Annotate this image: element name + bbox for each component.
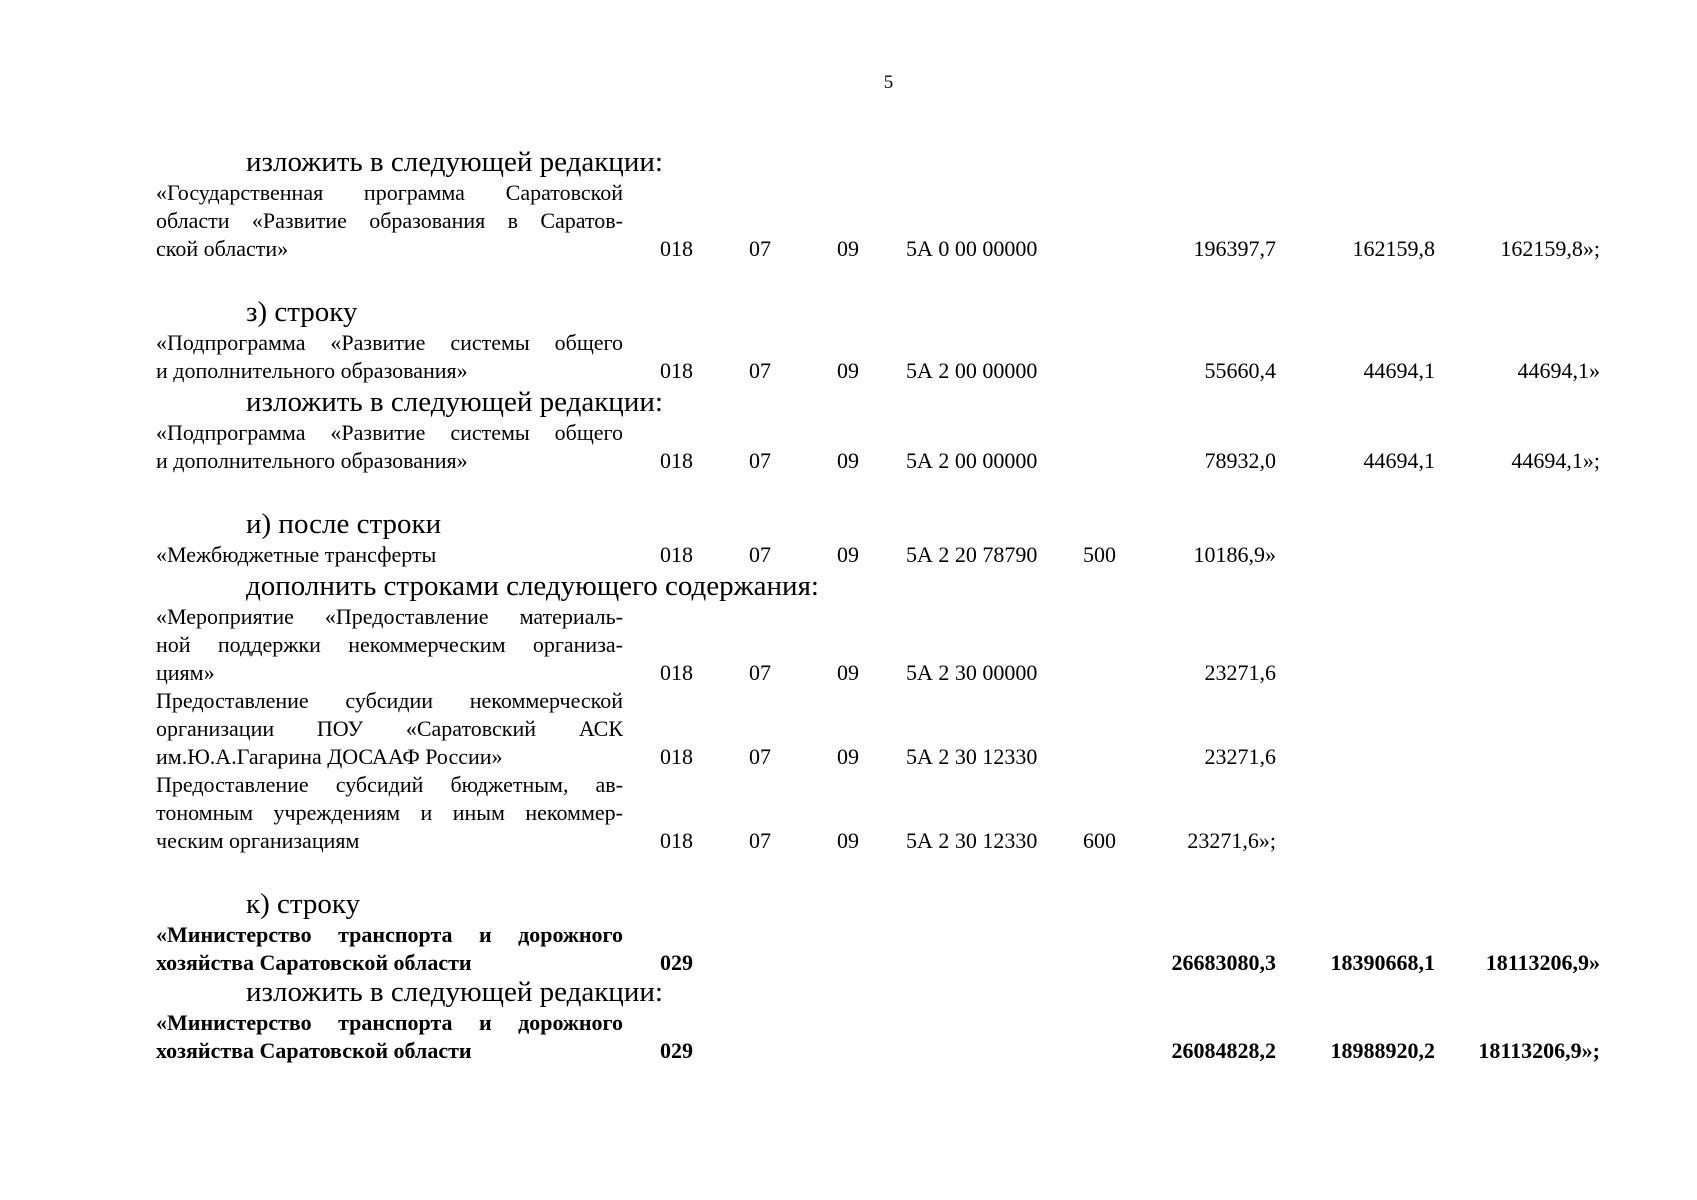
cell-year1: 196397,7	[1193, 236, 1276, 261]
cell-target-article: 5А 2 00 00000	[906, 448, 1038, 473]
cell-year3: 18113206,9»	[1485, 950, 1600, 975]
cell-year3: 162159,8»;	[1500, 236, 1600, 261]
row-name-line: хозяйства Саратовской области	[156, 950, 472, 975]
cell-year2: 44694,1	[1363, 448, 1435, 473]
cell-target-article: 5А 2 30 00000	[906, 660, 1038, 685]
row-name-line: организации ПОУ «Саратовский АСК	[156, 716, 623, 741]
row-name-line: ной поддержки некоммерческим организа-	[156, 632, 623, 657]
cell-grbs: 018	[660, 236, 693, 261]
cell-year2: 18390668,1	[1330, 950, 1435, 975]
cell-section: 07	[749, 236, 771, 261]
cell-year3: 44694,1»	[1517, 358, 1600, 383]
cell-year1: 23271,6»;	[1187, 828, 1276, 853]
section-heading: к) строку	[246, 888, 361, 920]
cell-expense-type: 600	[1083, 828, 1116, 853]
cell-subsection: 09	[837, 448, 859, 473]
cell-subsection: 09	[837, 542, 859, 567]
cell-year3: 44694,1»;	[1511, 448, 1600, 473]
cell-subsection: 09	[837, 660, 859, 685]
cell-grbs: 018	[660, 358, 693, 383]
cell-expense-type: 500	[1083, 542, 1116, 567]
row-name-line: тономным учреждениям и иным некоммер-	[156, 800, 623, 825]
row-name-line: ской области»	[156, 236, 289, 261]
cell-target-article: 5А 2 20 78790	[906, 542, 1038, 567]
cell-target-article: 5А 0 00 00000	[906, 236, 1038, 261]
section-heading: и) после строки	[246, 508, 442, 540]
cell-target-article: 5А 2 00 00000	[906, 358, 1038, 383]
cell-grbs: 018	[660, 744, 693, 769]
cell-year2: 18988920,2	[1330, 1038, 1435, 1063]
cell-grbs: 018	[660, 660, 693, 685]
section-heading: изложить в следующей редакции:	[246, 386, 663, 418]
cell-year1: 78932,0	[1204, 448, 1276, 473]
cell-section: 07	[749, 660, 771, 685]
row-name-line: ческим организациям	[156, 828, 360, 853]
row-name-line: «Государственная программа Саратовской	[156, 180, 623, 205]
cell-subsection: 09	[837, 828, 859, 853]
cell-subsection: 09	[837, 744, 859, 769]
row-name-line: и дополнительного образования»	[156, 448, 468, 473]
section-heading: з) строку	[246, 296, 358, 328]
cell-section: 07	[749, 358, 771, 383]
row-name-line: «Министерство транспорта и дорожного	[156, 922, 623, 947]
row-name-line: циям»	[156, 660, 215, 685]
cell-subsection: 09	[837, 236, 859, 261]
cell-section: 07	[749, 542, 771, 567]
page-number: 5	[883, 72, 894, 93]
cell-year2: 44694,1	[1363, 358, 1435, 383]
cell-year1: 26683080,3	[1171, 950, 1276, 975]
cell-year1: 23271,6	[1204, 744, 1276, 769]
row-name-line: и дополнительного образования»	[156, 358, 468, 383]
row-name-line: «Межбюджетные трансферты	[156, 542, 437, 567]
section-heading: дополнить строками следующего содержания:	[246, 570, 819, 602]
row-name-line: Предоставление субсидии некоммерческой	[156, 688, 623, 713]
section-heading: изложить в следующей редакции:	[246, 976, 663, 1008]
row-name-line: «Министерство транспорта и дорожного	[156, 1010, 623, 1035]
row-name-line: области «Развитие образования в Саратов-	[156, 208, 623, 233]
cell-year1: 26084828,2	[1171, 1038, 1276, 1063]
row-name-line: «Подпрограмма «Развитие системы общего	[156, 420, 623, 445]
row-name-line: хозяйства Саратовской области	[156, 1038, 472, 1063]
cell-year1: 55660,4	[1204, 358, 1276, 383]
section-heading: изложить в следующей редакции:	[246, 146, 663, 178]
cell-target-article: 5А 2 30 12330	[906, 828, 1038, 853]
cell-subsection: 09	[837, 358, 859, 383]
cell-section: 07	[749, 744, 771, 769]
row-name-line: Предоставление субсидий бюджетным, ав-	[156, 772, 623, 797]
cell-grbs: 018	[660, 828, 693, 853]
cell-grbs: 029	[660, 950, 693, 975]
cell-grbs: 029	[660, 1038, 693, 1063]
row-name-line: «Подпрограмма «Развитие системы общего	[156, 330, 623, 355]
cell-year1: 10186,9»	[1193, 542, 1276, 567]
cell-grbs: 018	[660, 542, 693, 567]
cell-target-article: 5А 2 30 12330	[906, 744, 1038, 769]
cell-grbs: 018	[660, 448, 693, 473]
cell-year3: 18113206,9»;	[1478, 1038, 1600, 1063]
cell-section: 07	[749, 448, 771, 473]
cell-year2: 162159,8	[1352, 236, 1435, 261]
cell-section: 07	[749, 828, 771, 853]
row-name-line: «Мероприятие «Предоставление материаль-	[156, 604, 623, 629]
cell-year1: 23271,6	[1204, 660, 1276, 685]
row-name-line: им.Ю.А.Гагарина ДОСААФ России»	[156, 744, 503, 769]
